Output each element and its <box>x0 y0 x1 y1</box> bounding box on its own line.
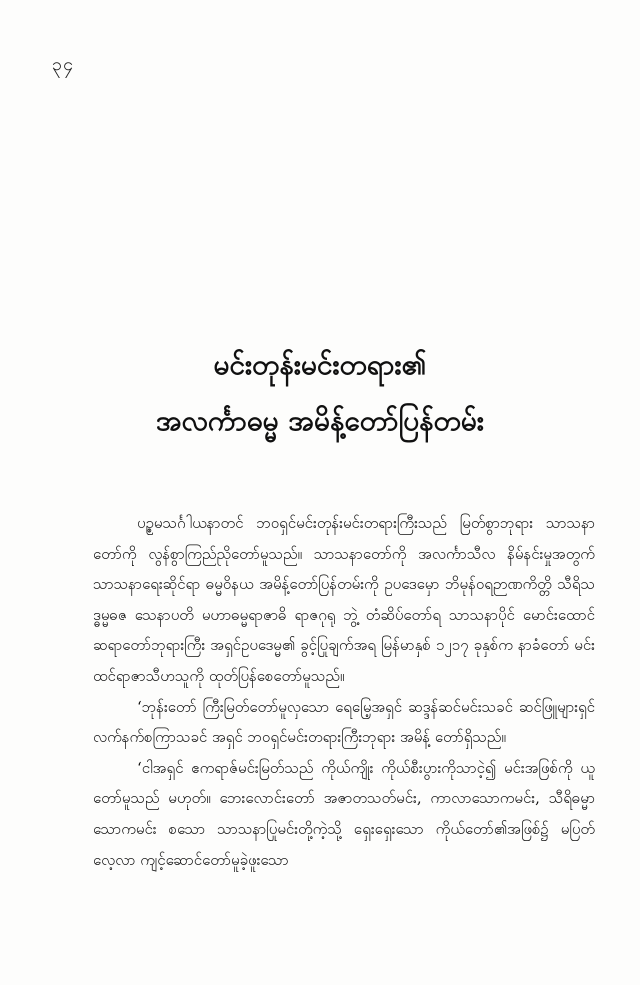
paragraph-2: ‘ဘုန်းတော် ကြီးမြတ်တော်မူလှသော ရေမြေ့အရှင် ဆဒ္ဒန်ဆင်မင်းသခင် ဆင်ဖြူများရှင် လက်နက်စကြာသခင် အရှင် ဘဝရှင်မင်းတရားကြီးဘုရား အမိန့် တော်ရှိသည်။ <box>93 697 595 747</box>
chapter-title-line-1: မင်းတုန်းမင်းတရား၏ <box>213 348 427 381</box>
paragraph-3: ‘ငါအရှင် ဧကရာဇ်မင်းမြတ်သည် ကိုယ်ကျိုး ကိုယ်စီးပွားကိုသာငဲ့၍ မင်းအဖြစ်ကို ယူတော်မူသည် မဟုတ်။ ဘေးလောင်းတော် အဇာတသတ်မင်း, ကာလာသောကမင်း, သီရိဓမ္မာသောကမင်း စသော သာသနာပြုမင်းတို့ကဲ့သို့ ရှေးရှေးသော ကိုယ်တော်၏အဖြစ်၌ မပြတ်လေ့လာ ကျင့်ဆောင်တော်မူခဲ့ဖူးသော <box>93 758 595 869</box>
chapter-title-line-2: အလင်္ကာဓမ္မ အမိန့်တော်ပြန်တမ်း <box>155 404 485 437</box>
body-text <box>93 508 595 875</box>
paragraph-1: ပဥ္စမသင်္ဂါယနာတင် ဘဝရှင်မင်းတုန်းမင်းတရားကြီးသည် မြတ်စွာဘုရား သာသနာတော်ကို လွန်စွာကြည်ညိုတော်မူသည်။ သာသနာတော်ကို အလင်္ကာသီလ နိမ်နင်းမှုအတွက် သာသနာရေးဆိုင်ရာ ဓမ္မဝိနယ အမိန့်တော်ပြန်တမ်းကို ဥပဒေမှော ဘိမုန်ဝရဉာဏကိတ္တိ သီရိသဒ္ဓမ္မဓဇ သေနာပတိ မဟာဓမ္မရာဇာဓိ ရာဇဂုရု ဘွဲ့ တံဆိပ်တော်ရ သာသနာပိုင် မောင်းထောင်ဆရာတော်ဘုရားကြီး အရှင်ဥပဒေမ္မ၏ ခွင့်ပြုချက်အရ မြန်မာနှစ် ၁၂၁၇ ခုနှစ်က နာခံတော် မင်းထင်ရာဇာသီဟသူကို ထုတ်ပြန်စေတော်မူသည်။ <box>93 514 595 685</box>
page-number: ၃၄ <box>52 54 75 75</box>
chapter-title <box>40 337 600 449</box>
